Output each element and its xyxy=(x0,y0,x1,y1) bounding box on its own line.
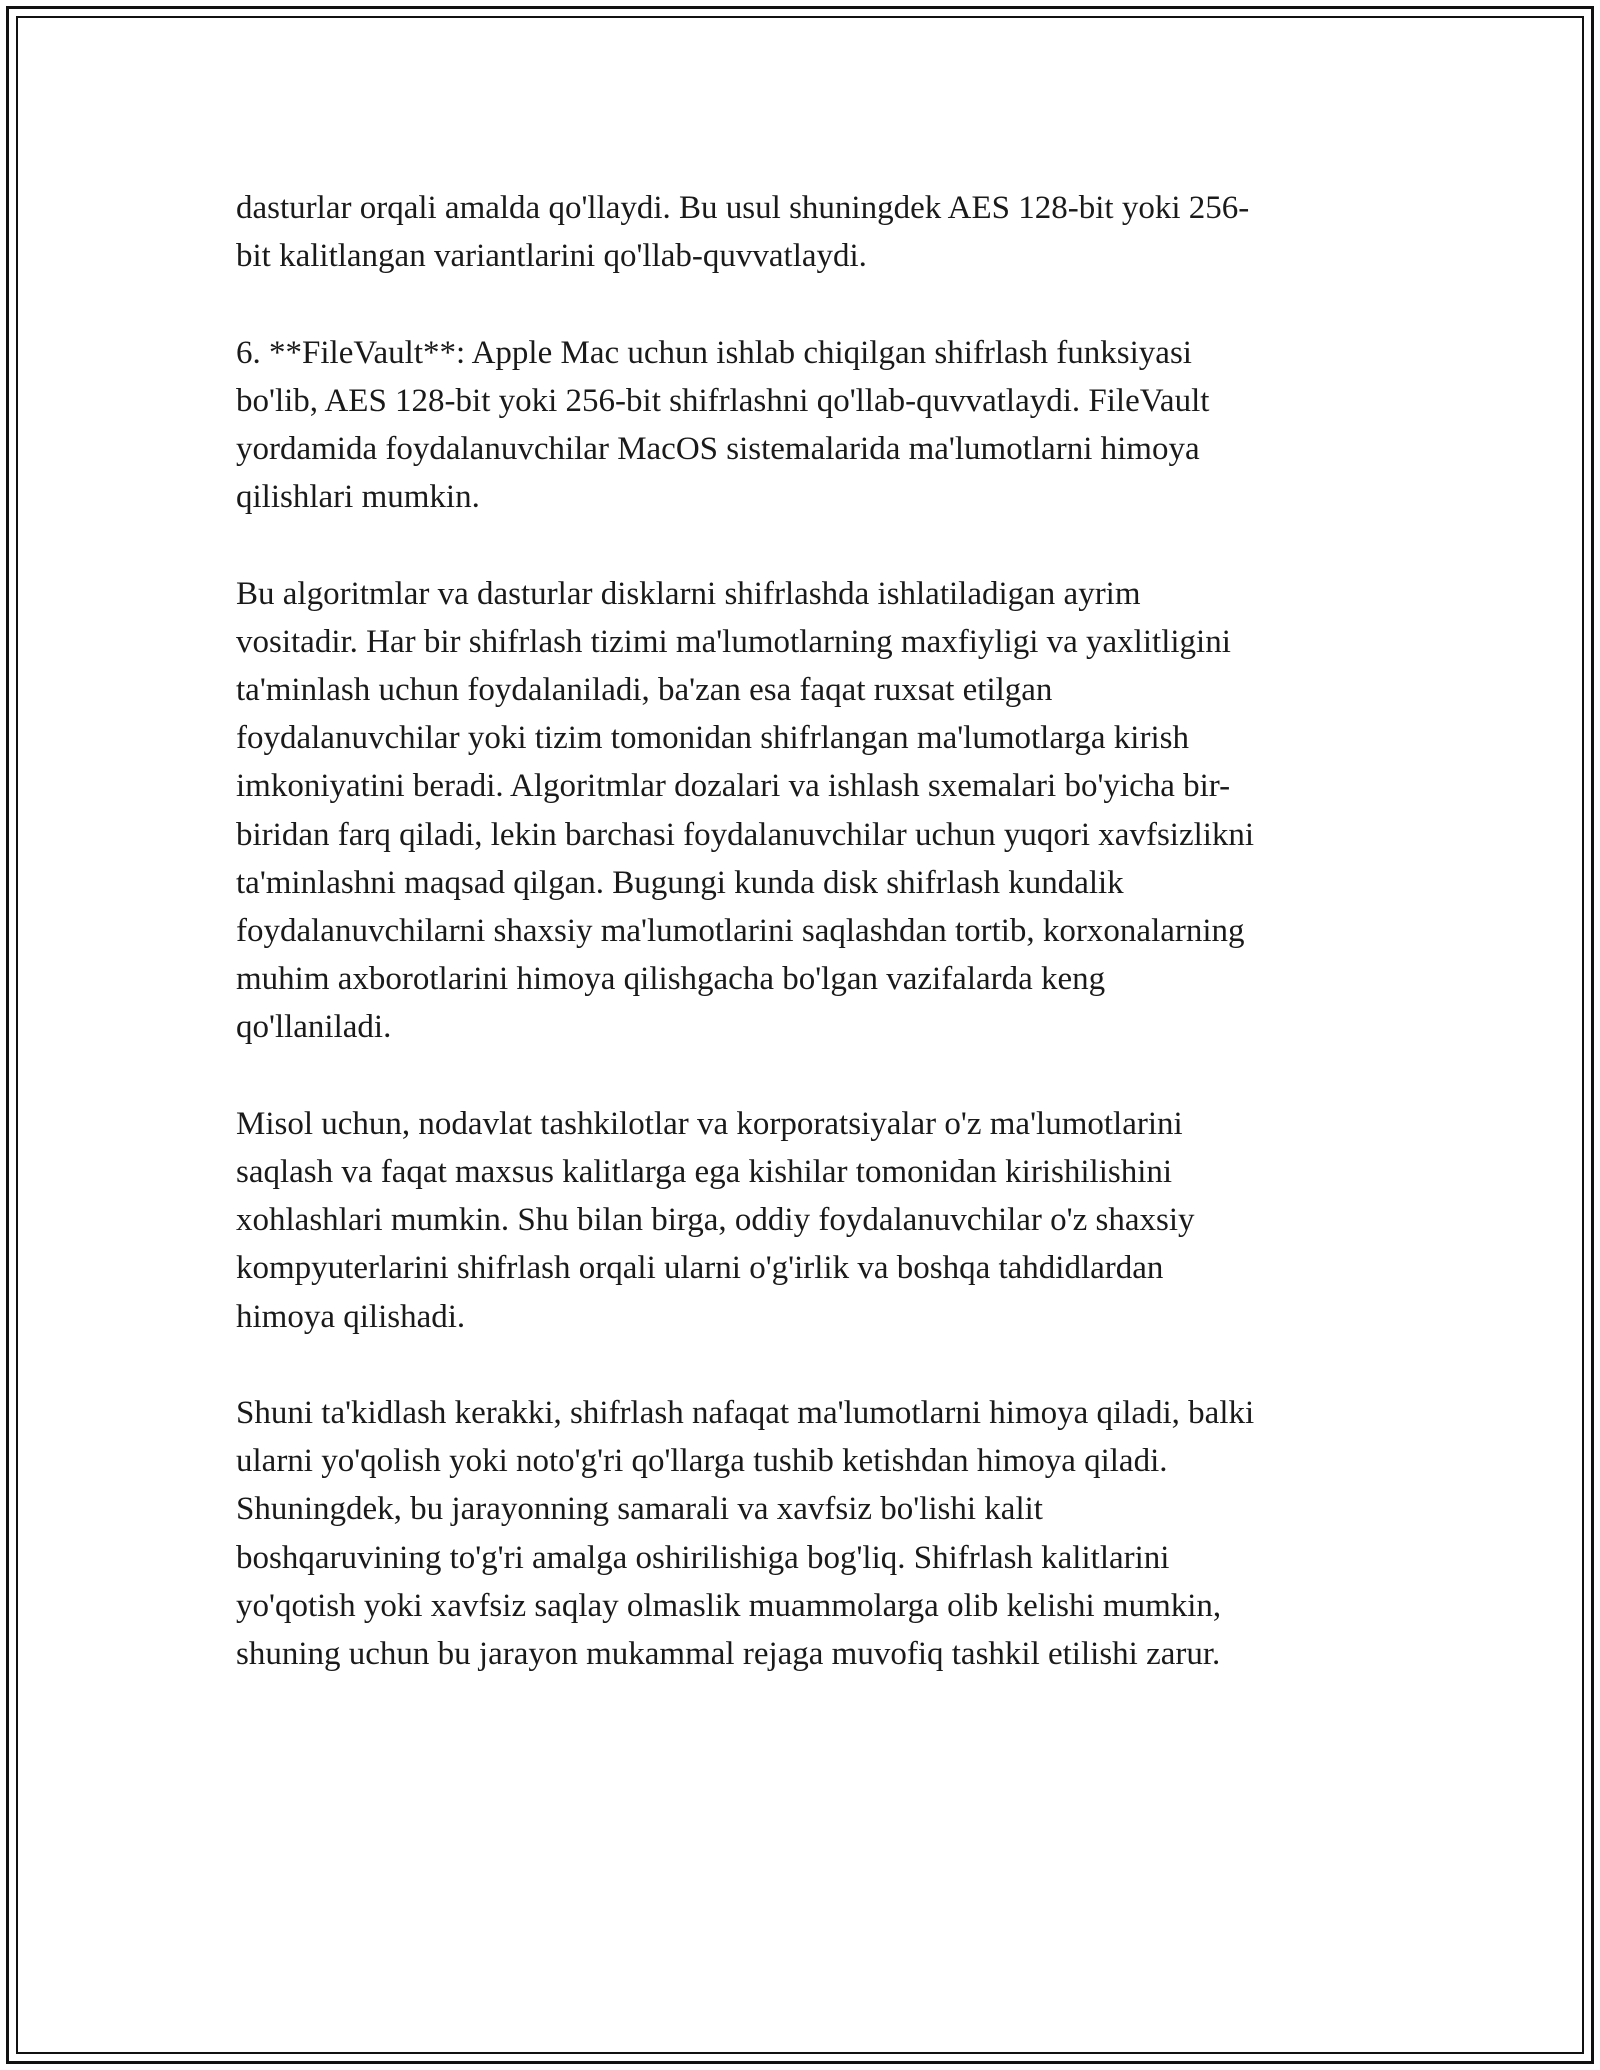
paragraph-filevault: 6. **FileVault**: Apple Mac uchun ishlab chiqilgan shifrlash funksiyasi bo'lib, AES 128-bit yoki 256-bit shifrlashni qo'llab-quvvatlaydi. FileVault yordamida foydalanuvchilar MacOS sistemalarida ma'lumotlarni himoya qilishlari mumkin. xyxy=(236,334,1210,516)
document-body xyxy=(236,184,1376,1726)
paragraph-algorithms-overview: Bu algoritmlar va dasturlar disklarni shifrlashda ishlatiladigan ayrim vositadir. Har bir shifrlash tizimi ma'lumotlarning maxfiyligi va yaxlitligini ta'minlash uchun foydalaniladi, ba'zan esa faqat ruxsat etilgan foydalanuvchilar yoki tizim tomonidan shifrlangan ma'lumotlarga kirish imkoniyatini beradi. Algoritmlar dozalari va ishlash sxemalari bo'yicha bir- biridan farq qiladi, lekin barchasi foydalanuvchilar uchun yuqori xavfsizlikni ta'minlashni maqsad qilgan. Bugungi kunda disk shifrlash kundalik foydalanuvchilarni shaxsiy ma'lumotlarini saqlashdan tortib, korxonalarning muhim axborotlarini himoya qilishgacha bo'lgan vazifalarda keng qo'llaniladi. xyxy=(236,575,1255,1046)
paragraph-aes-variants: dasturlar orqali amalda qo'llaydi. Bu usul shuningdek AES 128-bit yoki 256- bit kalitlangan variantlarini qo'llab-quvvatlaydi. xyxy=(236,190,1250,275)
paragraph-key-management: Shuni ta'kidlash kerakki, shifrlash nafaqat ma'lumotlarni himoya qiladi, balki ularni yo'qolish yoki noto'g'ri qo'llarga tushib ketishdan himoya qiladi. Shuningdek, bu jarayonning samarali va xavfsiz bo'lishi kalit boshqaruvining to'g'ri amalga oshirilishiga bog'liq. Shifrlash kalitlarini yo'qotish yoki xavfsiz saqlay olmaslik muammolarga olib kelishi mumkin, shuning uchun bu jarayon mukammal rejaga muvofiq tashkil etilishi zarur. xyxy=(236,1395,1255,1673)
paragraph-example-usage: Misol uchun, nodavlat tashkilotlar va korporatsiyalar o'z ma'lumotlarini saqlash va faqat maxsus kalitlarga ega kishilar tomonidan kirishilishini xohlashlari mumkin. Shu bilan birga, oddiy foydalanuvchilar o'z shaxsiy kompyuterlarini shifrlash orqali ularni o'g'irlik va boshqa tahdidlardan himoya qilishadi. xyxy=(236,1105,1195,1335)
